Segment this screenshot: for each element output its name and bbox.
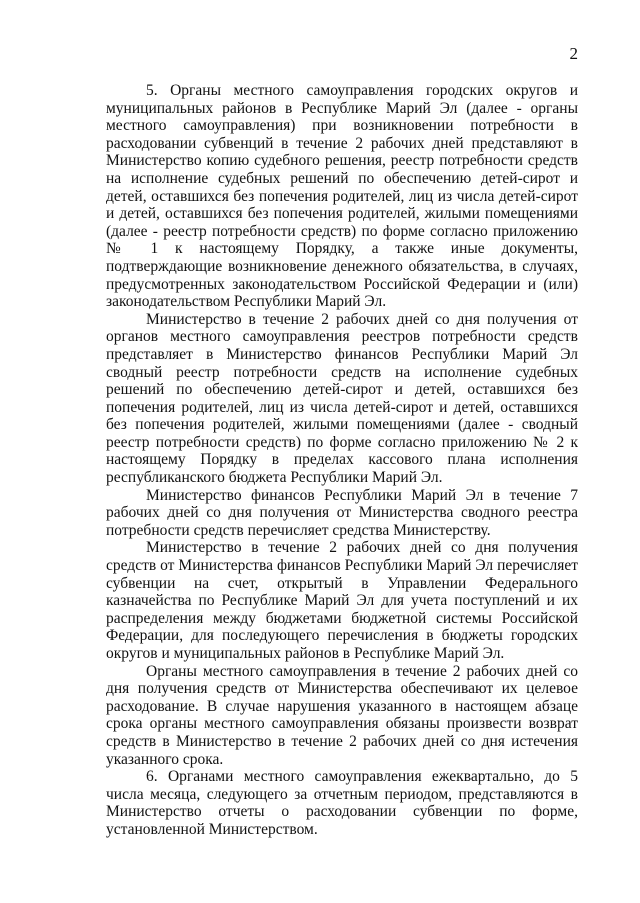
paragraph-5-submission: 5. Органы местного самоуправления городских округов и муниципальных районов в Республике Марий Эл (далее - органы местного самоуправления) при возникновении потребности в расходовании субвенций в течение 2 рабочих дней представляют в Министерство копию судебного решения, реестр потребности средств на исполнение судебных решений по обеспечению детей-сирот и детей, оставшихся без попечения родителей, лиц из числа детей-сирот и детей, оставшихся без попечения родителей, жилыми помещениями (далее - реестр потребности средств) по форме согласно приложению № 1 к настоящему Порядку, а также иные документы, подтверждающие возникновение денежного обязательства, в случаях, предусмотренных законодательством Российской Федерации и (или) законодательством Республики Марий Эл. [106,82,578,311]
document-body [106,82,578,839]
paragraph-ministry-consolidated-registry: Министерство в течение 2 рабочих дней со дня получения от органов местного самоуправления реестров потребности средств представляет в Министерство финансов Республики Марий Эл сводный реестр потребности средств на исполнение судебных решений по обеспечению детей-сирот и детей, оставшихся без попечения родителей, лиц из числа детей-сирот и детей, оставшихся без попечения родителей, жилыми помещениями (далее - сводный реестр потребности средств) по форме согласно приложению № 2 к настоящему Порядку в пределах кассового плана исполнения республиканского бюджета Республики Марий Эл. [106,310,578,487]
paragraph-6-reporting: 6. Органами местного самоуправления ежеквартально, до 5 числа месяца, следующего за отчетным периодом, представляются в Министерство отчеты о расходовании субвенции по форме, установленной Министерством. [106,768,578,838]
paragraph-finance-ministry-transfer: Министерство финансов Республики Марий Эл в течение 7 рабочих дней со дня получения от Министерства сводного реестра потребности средств перечисляет средства Министерству. [106,486,578,539]
page-number: 2 [569,44,578,63]
paragraph-targeted-spending: Органы местного самоуправления в течение 2 рабочих дней со дня получения средств от Министерства обеспечивают их целевое расходование. В случае нарушения указанного в настоящем абзаце срока органы местного самоуправления обязаны произвести возврат средств в Министерство в течение 2 рабочих дней со дня истечения указанного срока. [106,662,578,768]
paragraph-subvention-transfer: Министерство в течение 2 рабочих дней со дня получения средств от Министерства финансов Республики Марий Эл перечисляет субвенции на счет, открытый в Управлении Федерального казначейства по Республике Марий Эл для учета поступлений и их распределения между бюджетами бюджетной системы Российской Федерации, для последующего перечисления в бюджеты городских округов и муниципальных районов в Республике Марий Эл. [106,539,578,662]
